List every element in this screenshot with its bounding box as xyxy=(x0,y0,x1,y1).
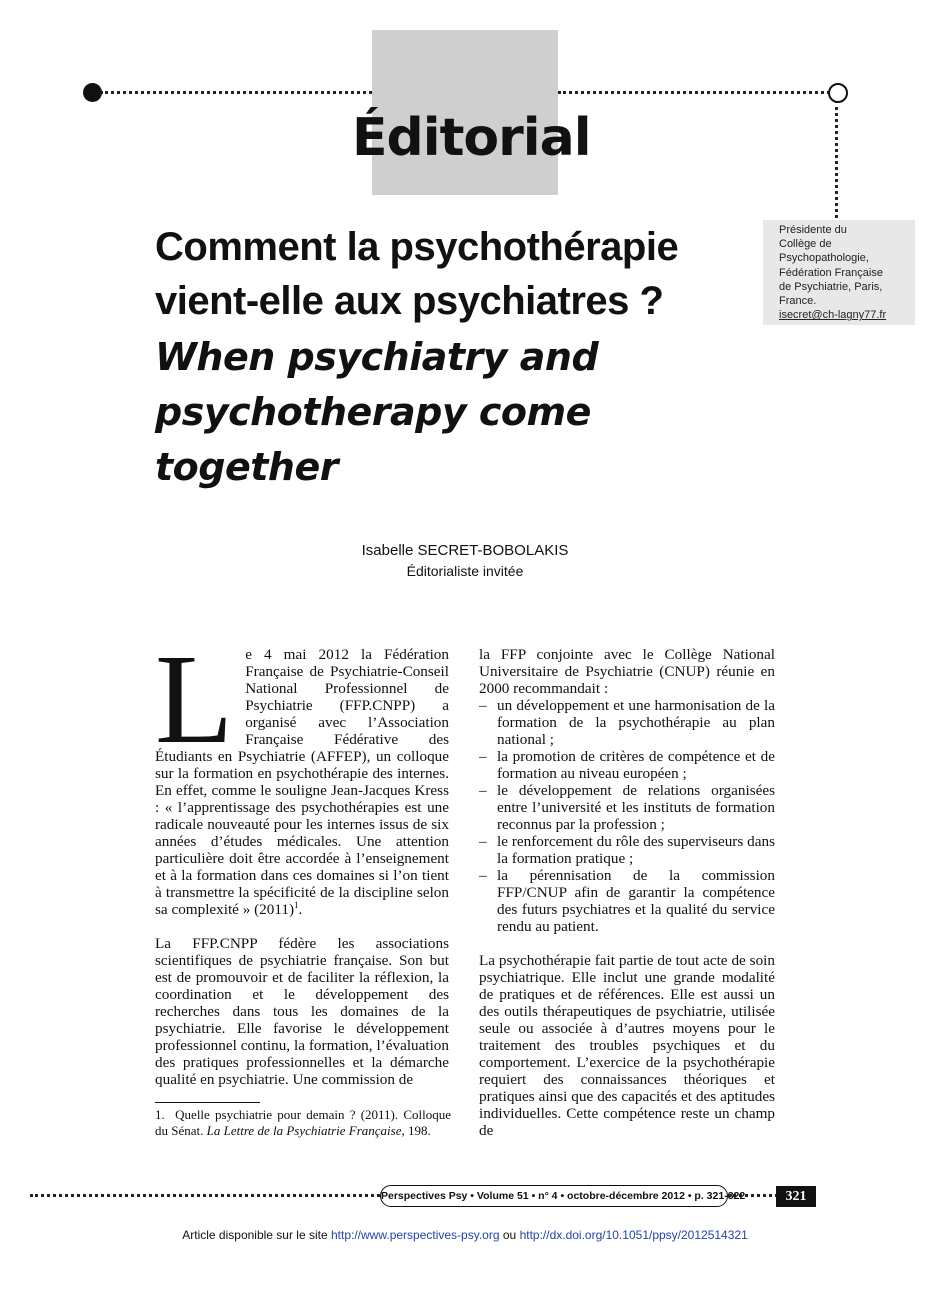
footnote xyxy=(155,1107,451,1139)
footnote-text: Quelle psychiatrie pour demain ? (2011). Colloque du Sénat. xyxy=(155,1107,452,1138)
availability-prefix: Article disponible sur le site xyxy=(182,1228,328,1242)
title-en-line: When psychiatry and xyxy=(155,335,599,379)
footnote-ref[interactable]: 1 xyxy=(294,899,299,910)
paragraph-intro-text: e 4 mai 2012 la Fédération Française de Psychiatrie-Conseil National Professionnel de Psychiatrie (FFP.CNPP) a organisé avec l’Association Française Fédérative des Étudiants en Psychiatrie (AFFEP), un colloque sur la formation en psychothérapie des internes. En effet, comme le souligne Jean-Jacques Kress : « l’apprentissage des psychothérapies est une radicale nouveauté pour les internes issus de six années d’études médicales. Une attention particulière doit être accordée à l’enseignement et à la formation dans ces domaines si l’on tient à transmettre la spécificité de la discipline selon sa complexité » (2011) xyxy=(155,646,449,918)
list-item: – la promotion de critères de compétence et de formation au niveau européen ; xyxy=(479,748,775,782)
list-item: – le développement de relations organisées entre l’université et les instituts de formation reconnus par la profession ; xyxy=(479,782,775,833)
paragraph-psychotherapy: La psychothérapie fait partie de tout acte de soin psychiatrique. Elle inclut une grande modalité de pratiques et de références. Elle est aussi un des outils thérapeutiques de psychiatrie, utilisée seule ou associée à d’autres moyens pour le traitement des troubles psychiques et du comportement. L’exercice de la psychothérapie requiert des connaissances théoriques et pratiques ainsi que des capacités et des aptitudes individuelles. Cette compétence reste un champ de xyxy=(479,952,775,1139)
affiliation-line: France. xyxy=(779,295,817,308)
footer-dotted-rule-left xyxy=(30,1194,380,1197)
list-item: – un développement et une harmonisation de la formation de la psychothérapie au plan national ; xyxy=(479,697,775,748)
body-column-right xyxy=(479,646,775,1139)
section-title: Éditorial xyxy=(352,108,591,168)
doi-link[interactable]: http://dx.doi.org/10.1051/ppsy/2012514321 xyxy=(519,1228,748,1242)
page-number: 321 xyxy=(776,1186,816,1207)
affiliation-line: Fédération Française xyxy=(779,266,883,279)
footnote-journal: La Lettre de la Psychiatrie Française xyxy=(206,1123,402,1138)
title-fr-line: vient-elle aux psychiatres ? xyxy=(155,279,664,323)
author-email-link[interactable]: isecret@ch-lagny77.fr xyxy=(779,309,887,322)
title-en-line: together xyxy=(155,445,338,489)
affiliation-line: Collège de xyxy=(779,238,832,251)
author-affiliation xyxy=(763,220,915,325)
open-circle-icon xyxy=(828,83,848,103)
footnote-rule xyxy=(155,1102,260,1103)
body-column-left xyxy=(155,628,449,1088)
recommendations-list xyxy=(479,697,775,935)
list-item: – la pérennisation de la commission FFP/CNUP afin de garantir la compétence des futurs psychiatres et la qualité du service rendu au patient. xyxy=(479,867,775,935)
title-en-line: psychotherapy come xyxy=(155,390,591,434)
header-dotted-rule-vertical xyxy=(835,100,838,218)
paragraph-intro-end: . xyxy=(298,901,303,918)
footnote-end: , 198. xyxy=(401,1123,431,1138)
paragraph-ffp-cnpp: La FFP.CNPP fédère les associations scientifiques de psychiatrie française. Son but est de promouvoir et de faciliter la réflexion, la coordination et le développement des recherches dans tous les domaines de la psychiatrie. Elle favorise le développement professionnel continu, la formation, l’évaluation des pratiques professionnelles et la démarche qualité en psychiatrie. Une commission de xyxy=(155,935,449,1088)
journal-site-link[interactable]: http://www.perspectives-psy.org xyxy=(331,1228,500,1242)
availability-line xyxy=(0,1228,930,1242)
article-title-english xyxy=(155,330,755,495)
header-dotted-rule-left xyxy=(100,91,372,94)
footnote-number: 1. xyxy=(155,1107,165,1122)
affiliation-line: Présidente du xyxy=(779,224,847,236)
journal-citation: Perspectives Psy • Volume 51 • n° 4 • octobre-décembre 2012 • p. 321-322 xyxy=(380,1185,728,1207)
availability-middle: ou xyxy=(502,1228,517,1242)
author-block xyxy=(300,541,630,581)
list-item: – le renforcement du rôle des superviseurs dans la formation pratique ; xyxy=(479,833,775,867)
affiliation-line: Psychopathologie, xyxy=(779,252,869,265)
paragraph-commission: la FFP conjointe avec le Collège National Universitaire de Psychiatrie (CNUP) réunie en 2000 recommandait : xyxy=(479,646,775,697)
author-role: Éditorialiste invitée xyxy=(406,563,524,579)
filled-circle-icon xyxy=(83,83,102,102)
drop-cap: L xyxy=(155,628,234,770)
footer-dotted-rule-right xyxy=(728,1194,778,1197)
title-fr-line: Comment la psychothérapie xyxy=(155,225,679,269)
affiliation-line: de Psychiatrie, Paris, xyxy=(779,280,883,293)
paragraph-intro xyxy=(155,628,449,918)
header-dotted-rule-right xyxy=(558,91,830,94)
author-name: Isabelle SECRET-BOBOLAKIS xyxy=(361,542,569,559)
article-title-french xyxy=(155,220,755,328)
